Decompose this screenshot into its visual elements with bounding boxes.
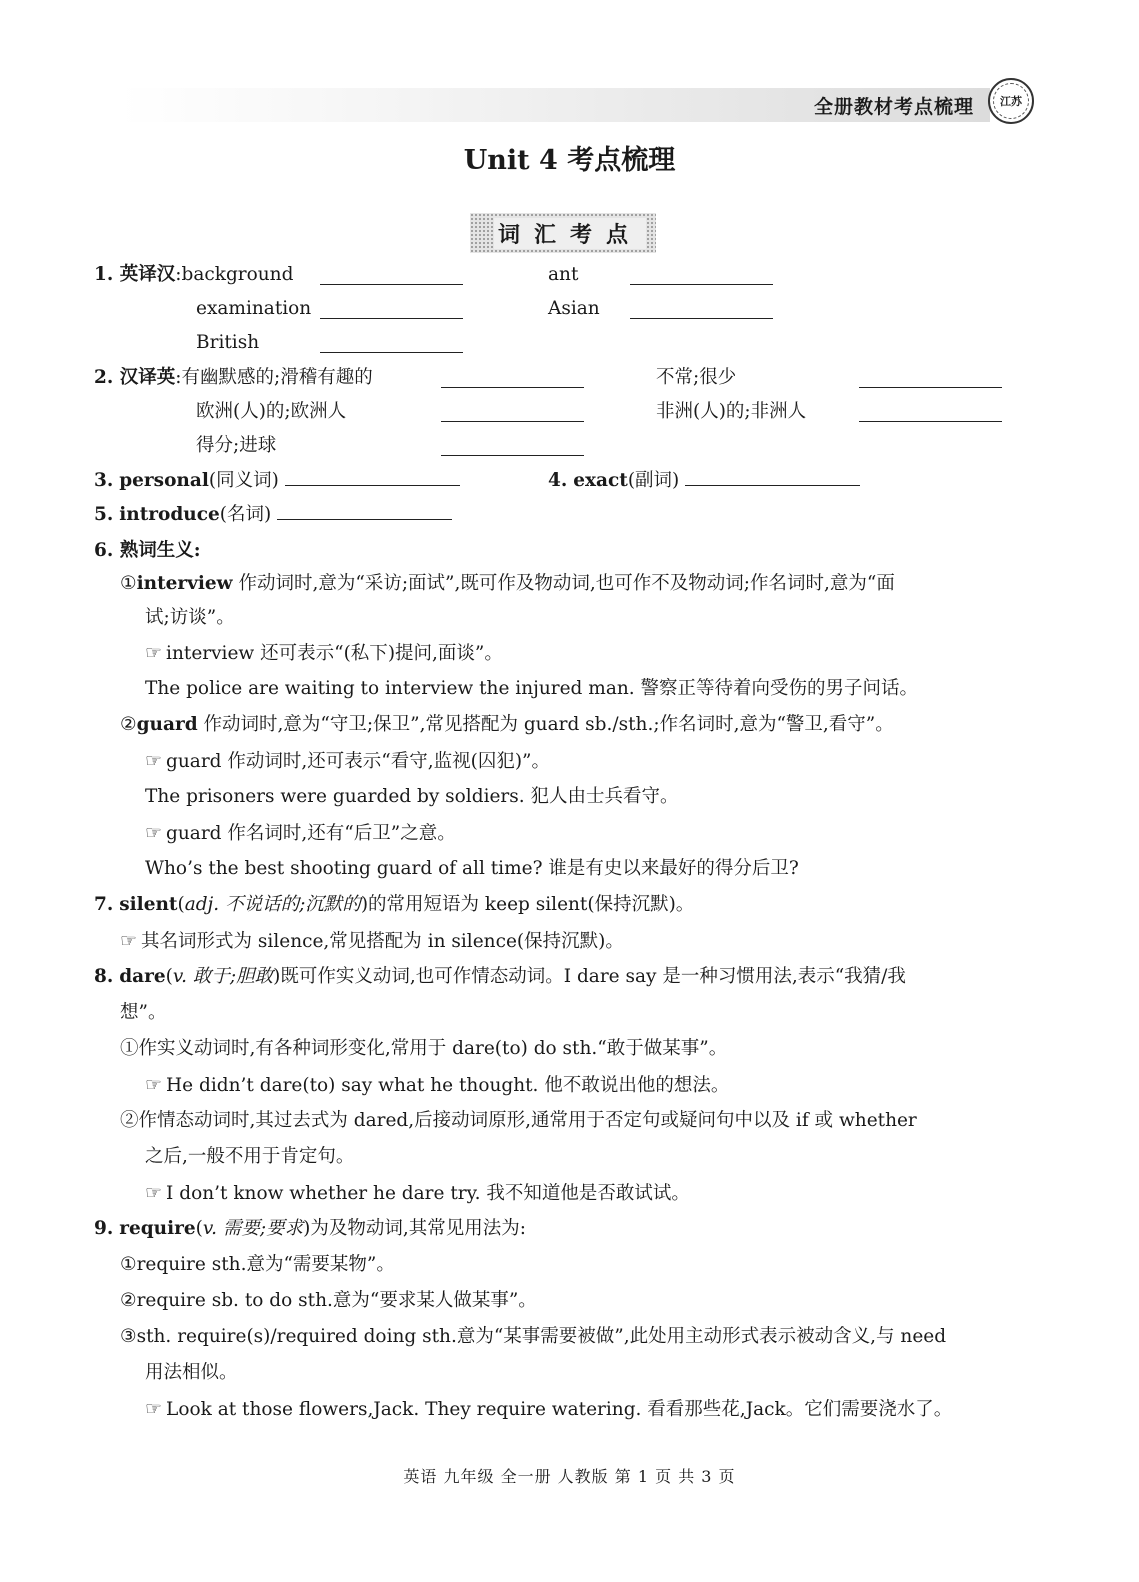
q1-word: British bbox=[196, 332, 260, 353]
q2-word: 非洲(人)的;非洲人 bbox=[656, 401, 807, 422]
pointing-hand-icon: ☞ bbox=[120, 930, 138, 952]
q9-point: ②require sb. to do sth.意为“要求某人做某事”。 bbox=[120, 1290, 537, 1311]
q5: 5. introduce(名词) bbox=[94, 503, 452, 527]
note: ☞ Look at those flowers,Jack. They require watering. 看看那些花,Jack。它们需要浇水了。 bbox=[145, 1398, 953, 1420]
q7: 7. silent(adj. 不说话的;沉默的)的常用短语为 keep silent(保持沉默)。 bbox=[94, 894, 695, 915]
pointing-hand-icon: ☞ bbox=[145, 822, 163, 844]
q1-label: 1. 英译汉:background bbox=[94, 264, 294, 285]
answer-blank[interactable] bbox=[277, 503, 452, 520]
answer-blank[interactable] bbox=[441, 439, 584, 456]
q6-label: 6. 熟词生义: bbox=[94, 540, 201, 561]
section-heading: 词汇考点 bbox=[470, 213, 656, 253]
answer-blank[interactable] bbox=[285, 469, 460, 486]
example-sentence: Who’s the best shooting guard of all time? 谁是有史以来最好的得分后卫? bbox=[145, 858, 799, 879]
q2-word: 不常;很少 bbox=[656, 367, 737, 388]
q1-word: ant bbox=[548, 264, 579, 285]
q2-word: 欧洲(人)的;欧洲人 bbox=[196, 401, 347, 422]
example-sentence: The prisoners were guarded by soldiers. 犯人由士兵看守。 bbox=[145, 786, 679, 807]
q6-point: ②guard 作动词时,意为“守卫;保卫”,常见搭配为 guard sb./sth.;作名词时,意为“警卫,看守”。 bbox=[120, 714, 894, 735]
answer-blank[interactable] bbox=[441, 371, 584, 388]
answer-blank[interactable] bbox=[685, 469, 860, 486]
q1-word: examination bbox=[196, 298, 312, 319]
answer-blank[interactable] bbox=[320, 268, 463, 285]
answer-blank[interactable] bbox=[630, 268, 773, 285]
page-title: Unit 4 考点梳理 bbox=[463, 145, 676, 176]
pointing-hand-icon: ☞ bbox=[145, 1182, 163, 1204]
example-sentence: The police are waiting to interview the injured man. 警察正等待着向受伤的男子问话。 bbox=[145, 678, 919, 699]
q2-word: 得分;进球 bbox=[196, 435, 277, 456]
q8-point: ①作实义动词时,有各种词形变化,常用于 dare(to) do sth.“敢于做某事”。 bbox=[120, 1038, 728, 1059]
answer-blank[interactable] bbox=[630, 302, 773, 319]
answer-blank[interactable] bbox=[859, 405, 1002, 422]
q8-cont: 想”。 bbox=[120, 1002, 167, 1023]
page-footer: 英语 九年级 全一册 人教版 第 1 页 共 3 页 bbox=[403, 1467, 736, 1486]
q8-point: ②作情态动词时,其过去式为 dared,后接动词原形,通常用于否定句或疑问句中以及 if 或 whether bbox=[120, 1110, 917, 1131]
q8: 8. dare(v. 敢于;胆敢)既可作实义动词,也可作情态动词。I dare say 是一种习惯用法,表示“我猜/我 bbox=[94, 966, 906, 987]
q9-point: ①require sth.意为“需要某物”。 bbox=[120, 1254, 395, 1275]
logo-seal: 江苏 bbox=[988, 78, 1034, 124]
q3: 3. personal(同义词) bbox=[94, 469, 460, 493]
q9: 9. require(v. 需要;要求)为及物动词,其常见用法为: bbox=[94, 1218, 526, 1239]
pointing-hand-icon: ☞ bbox=[145, 1398, 163, 1420]
pointing-hand-icon: ☞ bbox=[145, 642, 163, 664]
q6-point: ①interview 作动词时,意为“采访;面试”,既可作及物动词,也可作不及物动词;作名词时,意为“面 bbox=[120, 573, 895, 594]
note: ☞ 其名词形式为 silence,常见搭配为 in silence(保持沉默)。 bbox=[120, 930, 624, 952]
pointing-hand-icon: ☞ bbox=[145, 1074, 163, 1096]
q1-word: Asian bbox=[548, 298, 600, 319]
q4: 4. exact(副词) bbox=[548, 469, 860, 493]
note: ☞ interview 还可表示“(私下)提问,面谈”。 bbox=[145, 642, 503, 664]
q8-point-cont: 之后,一般不用于肯定句。 bbox=[145, 1146, 355, 1167]
note: ☞ guard 作动词时,还可表示“看守,监视(囚犯)”。 bbox=[145, 750, 551, 772]
answer-blank[interactable] bbox=[859, 371, 1002, 388]
note: ☞ guard 作名词时,还有“后卫”之意。 bbox=[145, 822, 456, 844]
q2-label: 2. 汉译英:有幽默感的;滑稽有趣的 bbox=[94, 367, 373, 388]
note: ☞ He didn’t dare(to) say what he thought. 他不敢说出他的想法。 bbox=[145, 1074, 730, 1096]
q9-point-cont: 用法相似。 bbox=[145, 1362, 238, 1383]
q6-point-cont: 试;访谈”。 bbox=[145, 607, 235, 628]
answer-blank[interactable] bbox=[320, 302, 463, 319]
q9-point: ③sth. require(s)/required doing sth.意为“某事需要被做”,此处用主动形式表示被动含义,与 need bbox=[120, 1326, 947, 1347]
header-title: 全册教材考点梳理 bbox=[813, 96, 974, 118]
pointing-hand-icon: ☞ bbox=[145, 750, 163, 772]
answer-blank[interactable] bbox=[441, 405, 584, 422]
note: ☞ I don’t know whether he dare try. 我不知道他是否敢试试。 bbox=[145, 1182, 690, 1204]
answer-blank[interactable] bbox=[320, 336, 463, 353]
